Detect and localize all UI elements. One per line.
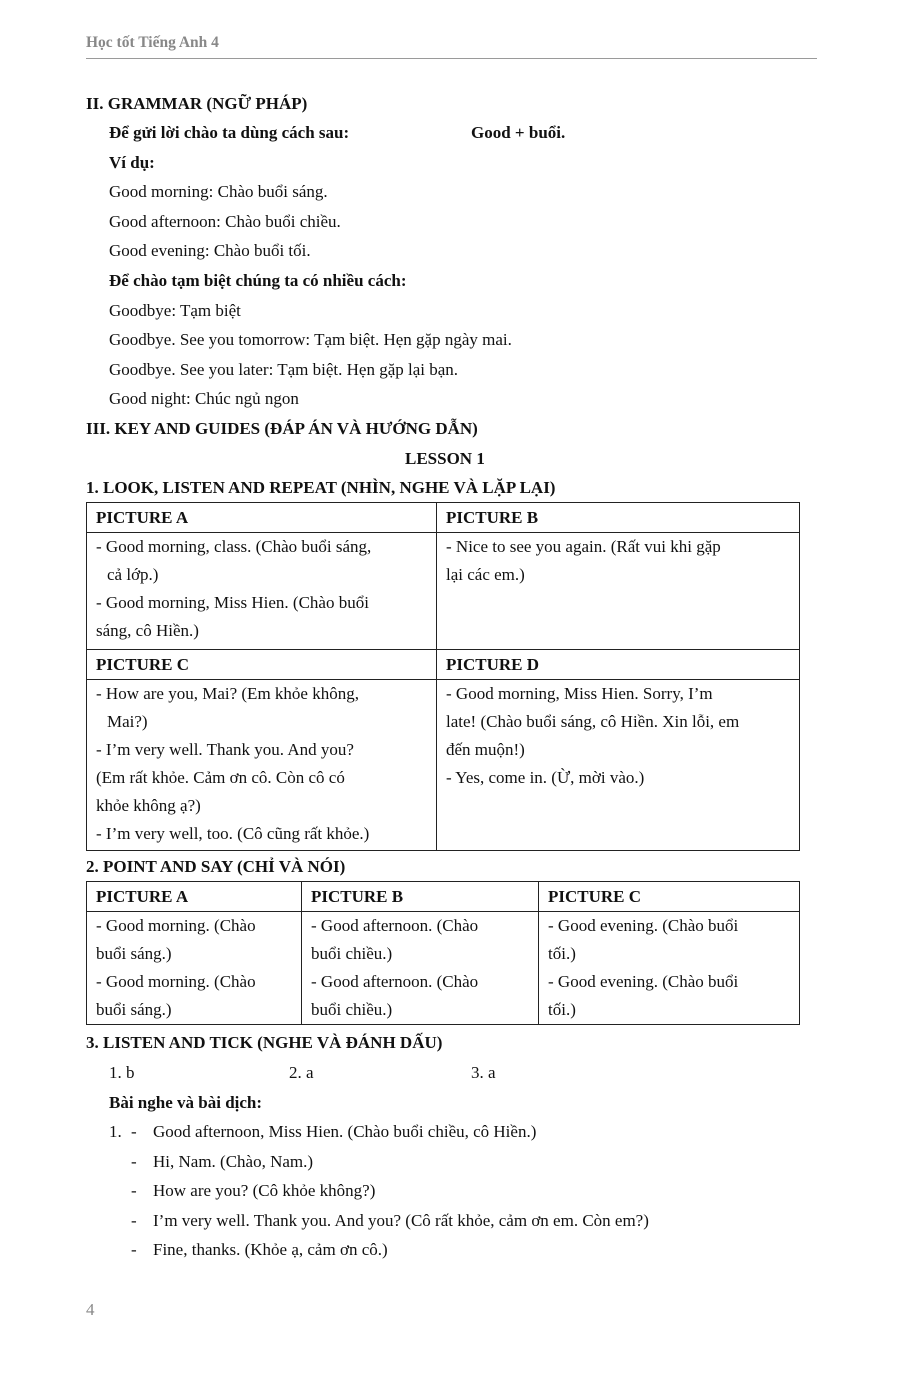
- dialogue-line: - Good morning. (Chào: [96, 916, 256, 935]
- picture-b-dialogue: [437, 533, 800, 650]
- dialogue-line: buổi sáng.): [96, 1000, 172, 1019]
- transcript-line: - Fine, thanks. (Khỏe ạ, cảm ơn cô.): [131, 1240, 388, 1259]
- dialogue-line: - Good afternoon. (Chào: [311, 972, 479, 991]
- greeting-formula: Good + buổi.: [471, 123, 566, 142]
- picture-c-dialogue: [539, 912, 800, 1025]
- example-item: Good morning: Chào buổi sáng.: [109, 182, 328, 201]
- dialogue-line: - Nice to see you again. (Rất vui khi gặp: [446, 537, 721, 556]
- dialogue-line: Mai?): [107, 712, 148, 731]
- dialogue-line: lại các em.): [446, 565, 525, 584]
- dialogue-line: khỏe không ạ?): [96, 796, 201, 815]
- dialogue-line: buổi sáng.): [96, 944, 172, 963]
- dialogue-line: - I’m very well, too. (Cô cũng rất khỏe.): [96, 824, 370, 843]
- dialogue-line: cả lớp.): [107, 565, 159, 584]
- goodbye-item: Goodbye. See you tomorrow: Tạm biệt. Hẹn gặp ngày mai.: [109, 330, 512, 349]
- dialogue-line: - Yes, come in. (Ừ, mời vào.): [446, 768, 645, 787]
- page-number: 4: [86, 1300, 95, 1319]
- dialogue-line: - I’m very well. Thank you. And you?: [96, 740, 354, 759]
- picture-c-label: PICTURE C: [87, 650, 437, 680]
- section2-heading: 2. POINT AND SAY (CHỈ VÀ NÓI): [86, 857, 346, 876]
- dialogue-line: tối.): [548, 944, 576, 963]
- goodbye-item: Goodbye: Tạm biệt: [109, 301, 241, 320]
- transcript-line: - How are you? (Cô khỏe không?): [131, 1181, 376, 1200]
- answer-item: 2. a: [289, 1063, 314, 1082]
- section1-heading: 1. LOOK, LISTEN AND REPEAT (NHÌN, NGHE VÀ LẶP LẠI): [86, 478, 556, 497]
- picture-a-label: PICTURE A: [87, 503, 437, 533]
- running-header-title: Học tốt Tiếng Anh 4: [86, 34, 219, 51]
- lesson-title: LESSON 1: [405, 449, 485, 468]
- keys-heading: III. KEY AND GUIDES (ĐÁP ÁN VÀ HƯỚNG DẪN): [86, 419, 478, 438]
- dialogue-line: - Good morning, Miss Hien. Sorry, I’m: [446, 684, 713, 703]
- dialogue-line: late! (Chào buổi sáng, cô Hiền. Xin lỗi, em: [446, 712, 740, 731]
- transcript-line: - Hi, Nam. (Chào, Nam.): [131, 1152, 314, 1171]
- transcript-item-number: 1.: [109, 1122, 122, 1141]
- dialogue-line: (Em rất khỏe. Cảm ơn cô. Còn cô có: [96, 768, 345, 787]
- dialogue-line: buổi chiều.): [311, 1000, 393, 1019]
- dialogue-line: - Good evening. (Chào buổi: [548, 972, 739, 991]
- transcript-line: - Good afternoon, Miss Hien. (Chào buổi chiều, cô Hiền.): [131, 1122, 537, 1141]
- running-header: [86, 34, 817, 59]
- picture-c-label: PICTURE C: [539, 882, 800, 912]
- dialogue-line: đến muộn!): [446, 740, 525, 759]
- example-item: Good afternoon: Chào buổi chiều.: [109, 212, 341, 231]
- transcript-label: Bài nghe và bài dịch:: [109, 1093, 263, 1112]
- answer-item: 1. b: [109, 1063, 135, 1082]
- dialogue-line: - Good morning. (Chào: [96, 972, 256, 991]
- goodbye-item: Goodbye. See you later: Tạm biệt. Hẹn gặp lại bạn.: [109, 360, 459, 379]
- dialogue-line: buổi chiều.): [311, 944, 393, 963]
- dialogue-line: - Good afternoon. (Chào: [311, 916, 479, 935]
- look-listen-table: [86, 502, 800, 851]
- grammar-heading: II. GRAMMAR (NGỮ PHÁP): [86, 94, 308, 113]
- dialogue-line: tối.): [548, 1000, 576, 1019]
- dialogue-line: - Good morning, class. (Chào buổi sáng,: [96, 537, 372, 556]
- greeting-rule: Để gửi lời chào ta dùng cách sau:: [109, 123, 350, 142]
- transcript-line: - I’m very well. Thank you. And you? (Cô rất khỏe, cảm ơn em. Còn em?): [131, 1211, 649, 1230]
- section3-heading: 3. LISTEN AND TICK (NGHE VÀ ĐÁNH DẤU): [86, 1033, 443, 1052]
- dialogue-line: sáng, cô Hiền.): [96, 621, 199, 640]
- answer-item: 3. a: [471, 1063, 496, 1082]
- picture-d-label: PICTURE D: [437, 650, 800, 680]
- picture-a-dialogue: [87, 533, 437, 650]
- picture-d-dialogue: [437, 680, 800, 851]
- goodbye-item: Good night: Chúc ngủ ngon: [109, 389, 299, 408]
- picture-b-label: PICTURE B: [437, 503, 800, 533]
- dialogue-line: - How are you, Mai? (Em khỏe không,: [96, 684, 359, 703]
- dialogue-line: - Good morning, Miss Hien. (Chào buổi: [96, 593, 369, 612]
- example-label: Ví dụ:: [109, 153, 155, 172]
- picture-a-dialogue: [87, 912, 302, 1025]
- picture-b-dialogue: [302, 912, 539, 1025]
- goodbye-rule: Để chào tạm biệt chúng ta có nhiều cách:: [109, 271, 407, 290]
- example-item: Good evening: Chào buổi tối.: [109, 241, 311, 260]
- picture-b-label: PICTURE B: [302, 882, 539, 912]
- dialogue-line: - Good evening. (Chào buổi: [548, 916, 739, 935]
- point-say-table: [86, 881, 800, 1025]
- picture-c-dialogue: [87, 680, 437, 851]
- picture-a-label: PICTURE A: [87, 882, 302, 912]
